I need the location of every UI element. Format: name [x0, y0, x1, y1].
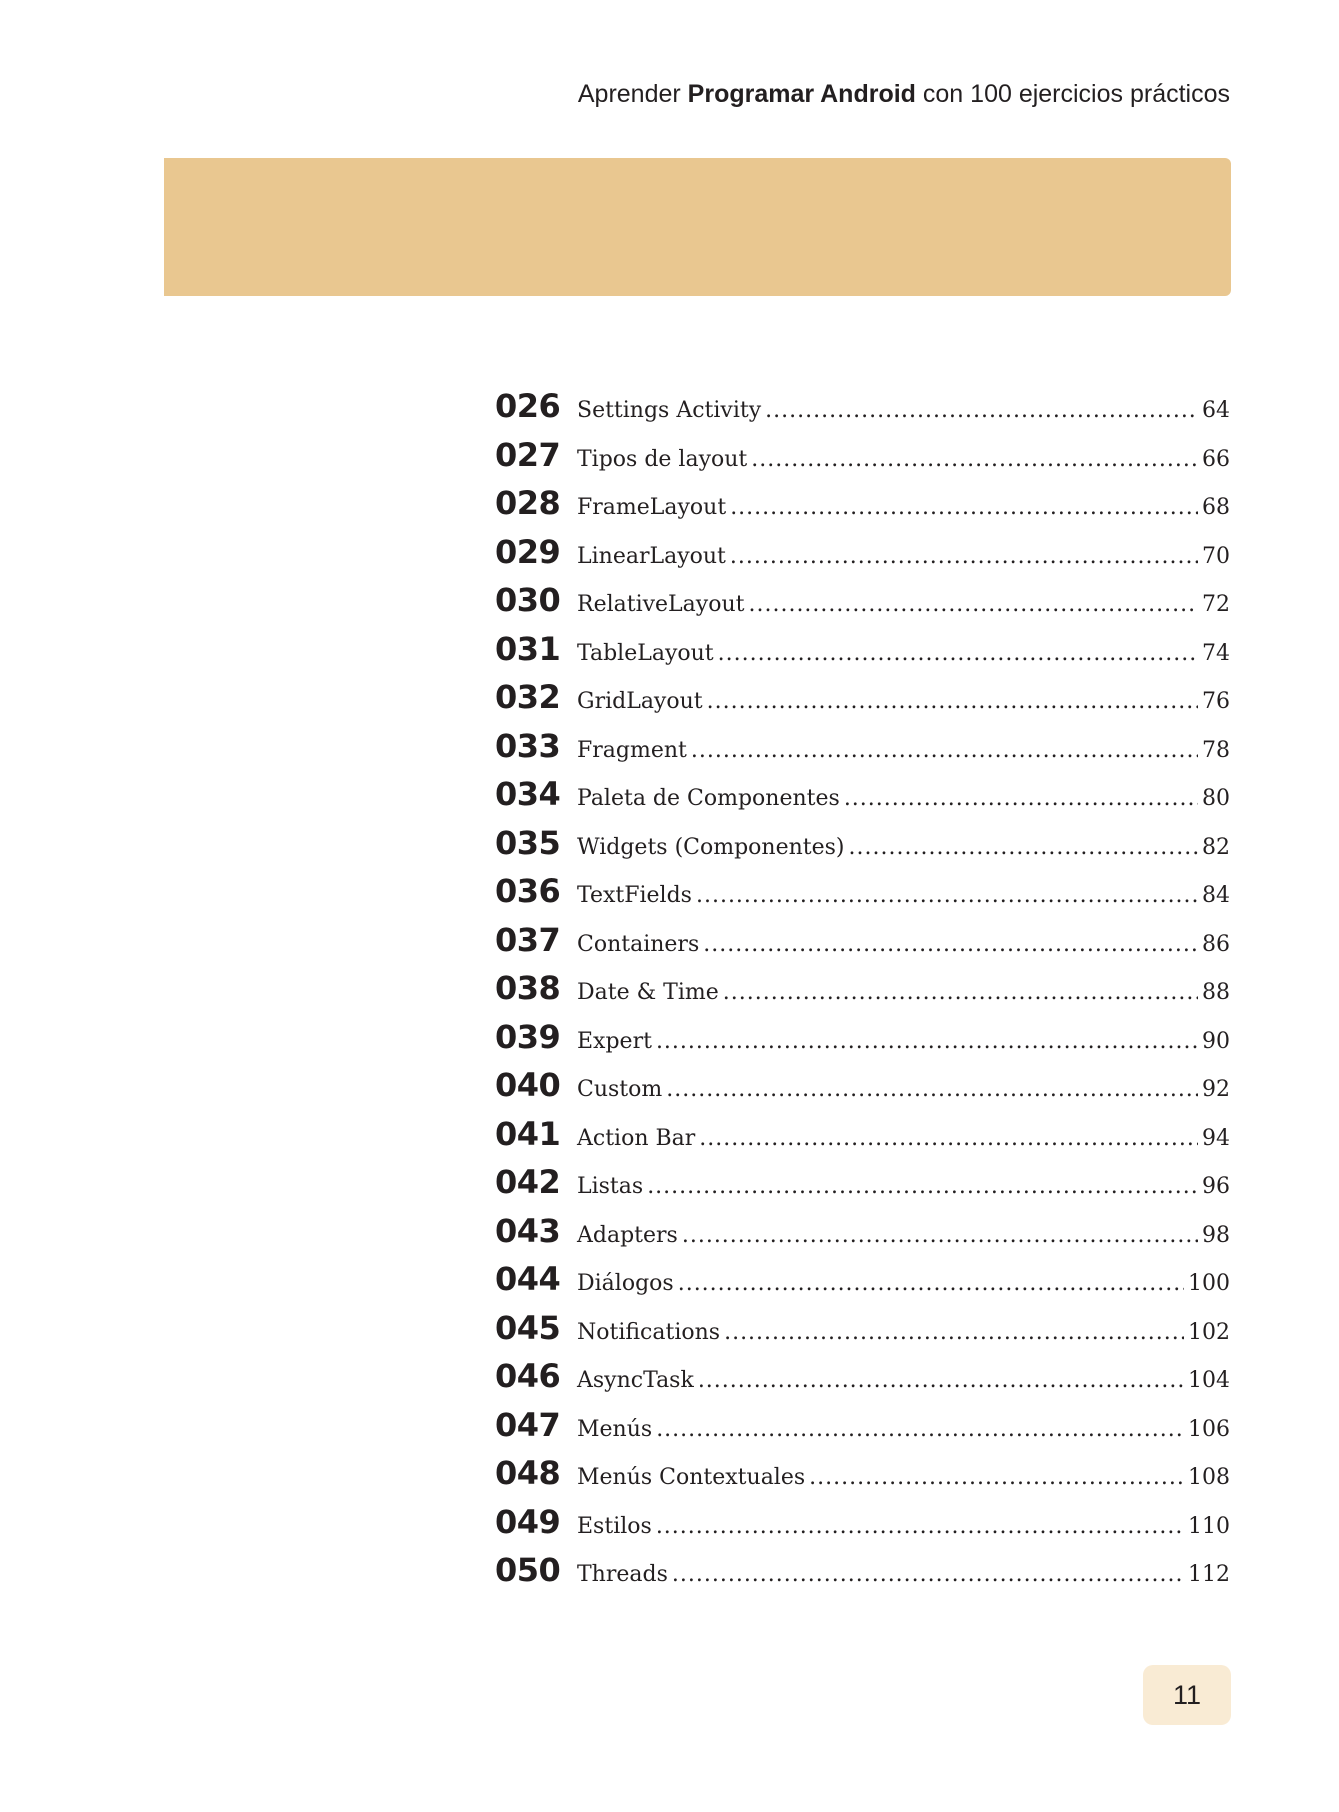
toc-entry-title: Estilos [577, 1513, 652, 1539]
toc-entry[interactable] [495, 1260, 1230, 1309]
toc-entry[interactable] [495, 727, 1230, 776]
toc-dot-leader [656, 1417, 1184, 1442]
toc-entry-number: 037 [495, 920, 561, 959]
toc-entry-number: 033 [495, 726, 561, 765]
toc-entry-title: AsyncTask [577, 1368, 694, 1393]
toc-entry-title: TableLayout [577, 640, 714, 666]
table-of-contents [495, 387, 1230, 1600]
toc-entry-page: 82 [1202, 834, 1230, 860]
toc-entry-title: Menús [577, 1416, 653, 1442]
toc-entry[interactable] [495, 1406, 1230, 1455]
toc-entry-page: 68 [1202, 495, 1230, 520]
toc-dot-leader [748, 592, 1198, 617]
toc-entry[interactable] [495, 775, 1230, 824]
toc-entry[interactable] [495, 581, 1230, 630]
toc-entry-page: 88 [1202, 980, 1230, 1005]
toc-entry-number: 049 [495, 1502, 561, 1541]
toc-entry-number: 030 [495, 581, 561, 619]
toc-entry[interactable] [495, 1163, 1230, 1212]
toc-entry-number: 045 [495, 1308, 561, 1347]
toc-dot-leader [672, 1562, 1184, 1587]
toc-entry-number: 048 [495, 1454, 561, 1492]
toc-dot-leader [647, 1174, 1198, 1199]
toc-dot-leader [656, 1029, 1198, 1054]
toc-entry-page: 76 [1202, 689, 1230, 714]
toc-dot-leader [718, 641, 1198, 666]
toc-entry[interactable] [495, 1066, 1230, 1115]
toc-dot-leader [696, 883, 1198, 908]
toc-entry-title: Tipos de layout [577, 446, 748, 472]
toc-entry-title: Action Bar [577, 1125, 696, 1151]
toc-entry-title: Menús Contextuales [577, 1465, 806, 1490]
toc-dot-leader [666, 1077, 1198, 1102]
toc-entry-page: 110 [1188, 1513, 1230, 1539]
toc-dot-leader [723, 980, 1198, 1005]
toc-entry[interactable] [495, 1454, 1230, 1503]
toc-dot-leader [698, 1368, 1184, 1393]
header-book-title: Programar Android [687, 80, 916, 108]
toc-entry-page: 98 [1202, 1222, 1230, 1248]
toc-entry[interactable] [495, 436, 1230, 485]
toc-entry-number: 041 [495, 1114, 561, 1153]
toc-dot-leader [691, 738, 1198, 763]
toc-dot-leader [699, 1126, 1198, 1151]
toc-entry-title: Paleta de Componentes [577, 786, 840, 811]
toc-entry-page: 106 [1188, 1416, 1230, 1442]
toc-entry[interactable] [495, 387, 1230, 436]
toc-entry-page: 70 [1202, 543, 1230, 569]
toc-entry-page: 108 [1188, 1465, 1230, 1490]
toc-dot-leader [678, 1271, 1184, 1296]
toc-entry[interactable] [495, 872, 1230, 921]
toc-entry-page: 92 [1202, 1077, 1230, 1102]
toc-entry[interactable] [495, 969, 1230, 1018]
toc-entry-title: TextFields [577, 883, 692, 908]
toc-entry-number: 042 [495, 1163, 561, 1201]
toc-entry-number: 027 [495, 435, 561, 474]
toc-dot-leader [724, 1320, 1184, 1345]
toc-entry-title: Containers [577, 931, 700, 957]
toc-entry-number: 036 [495, 872, 561, 910]
toc-entry-number: 047 [495, 1405, 561, 1444]
toc-entry-title: FrameLayout [577, 495, 727, 520]
toc-entry[interactable] [495, 1018, 1230, 1067]
toc-entry[interactable] [495, 824, 1230, 873]
header-prefix: Aprender [577, 80, 681, 108]
toc-entry[interactable] [495, 484, 1230, 533]
toc-entry-title: Adapters [577, 1222, 678, 1248]
toc-entry-page: 84 [1202, 883, 1230, 908]
toc-entry-title: Date & Time [577, 980, 719, 1005]
toc-entry[interactable] [495, 1503, 1230, 1552]
toc-entry-page: 78 [1202, 737, 1230, 763]
toc-entry-title: RelativeLayout [577, 592, 745, 617]
toc-entry-number: 043 [495, 1211, 561, 1250]
toc-entry-number: 038 [495, 969, 561, 1007]
toc-entry[interactable] [495, 921, 1230, 970]
toc-entry-page: 90 [1202, 1028, 1230, 1054]
toc-entry[interactable] [495, 1357, 1230, 1406]
toc-entry-number: 035 [495, 823, 561, 862]
toc-entry-number: 031 [495, 629, 561, 668]
toc-entry-number: 050 [495, 1551, 561, 1589]
toc-entry-page: 102 [1188, 1319, 1230, 1345]
toc-dot-leader [703, 932, 1198, 957]
toc-entry-page: 96 [1202, 1174, 1230, 1199]
toc-entry-title: Notifications [577, 1319, 721, 1345]
toc-entry-page: 66 [1202, 446, 1230, 472]
toc-entry-number: 029 [495, 532, 561, 571]
toc-entry-page: 104 [1188, 1368, 1230, 1393]
toc-entry-title: Listas [577, 1174, 644, 1199]
toc-entry-page: 100 [1188, 1271, 1230, 1296]
toc-entry-page: 112 [1188, 1562, 1230, 1587]
toc-entry-page: 86 [1202, 931, 1230, 957]
toc-entry-page: 74 [1202, 640, 1230, 666]
toc-entry-title: Diálogos [577, 1271, 674, 1296]
toc-entry-title: Expert [577, 1028, 652, 1054]
toc-dot-leader [844, 786, 1198, 811]
toc-entry[interactable] [495, 1212, 1230, 1261]
toc-entry-number: 028 [495, 484, 561, 522]
toc-entry-title: Threads [577, 1562, 668, 1587]
toc-entry-title: Widgets (Componentes) [577, 834, 845, 860]
toc-entry-number: 046 [495, 1357, 561, 1395]
toc-dot-leader [809, 1465, 1184, 1490]
toc-entry[interactable] [495, 678, 1230, 727]
toc-dot-leader [730, 544, 1198, 569]
toc-entry-page: 80 [1202, 786, 1230, 811]
toc-entry-title: Custom [577, 1077, 663, 1102]
section-banner [164, 158, 1231, 296]
toc-entry-page: 72 [1202, 592, 1230, 617]
toc-entry-number: 026 [495, 387, 561, 425]
toc-dot-leader [707, 689, 1198, 714]
toc-entry-title: GridLayout [577, 689, 703, 714]
toc-dot-leader [849, 835, 1198, 860]
toc-entry-number: 032 [495, 678, 561, 716]
page-number-box [1143, 1665, 1231, 1725]
toc-entry[interactable] [495, 1551, 1230, 1600]
page-number: 11 [1172, 1679, 1202, 1710]
header-suffix: con 100 ejercicios prácticos [922, 80, 1230, 108]
toc-entry-number: 034 [495, 775, 561, 813]
toc-entry-title: Settings Activity [577, 398, 762, 423]
toc-entry[interactable] [495, 1309, 1230, 1358]
toc-dot-leader [751, 447, 1198, 472]
toc-entry-page: 64 [1202, 398, 1230, 423]
toc-dot-leader [656, 1514, 1184, 1539]
toc-entry-number: 044 [495, 1260, 561, 1298]
toc-entry[interactable] [495, 1115, 1230, 1164]
toc-dot-leader [765, 398, 1198, 423]
toc-dot-leader [730, 495, 1198, 520]
toc-entry[interactable] [495, 630, 1230, 679]
toc-entry[interactable] [495, 533, 1230, 582]
toc-entry-title: Fragment [577, 737, 687, 763]
toc-entry-title: LinearLayout [577, 543, 726, 569]
running-header [578, 80, 1230, 109]
toc-dot-leader [682, 1223, 1198, 1248]
toc-entry-page: 94 [1202, 1125, 1230, 1151]
toc-entry-number: 040 [495, 1066, 561, 1104]
toc-entry-number: 039 [495, 1017, 561, 1056]
